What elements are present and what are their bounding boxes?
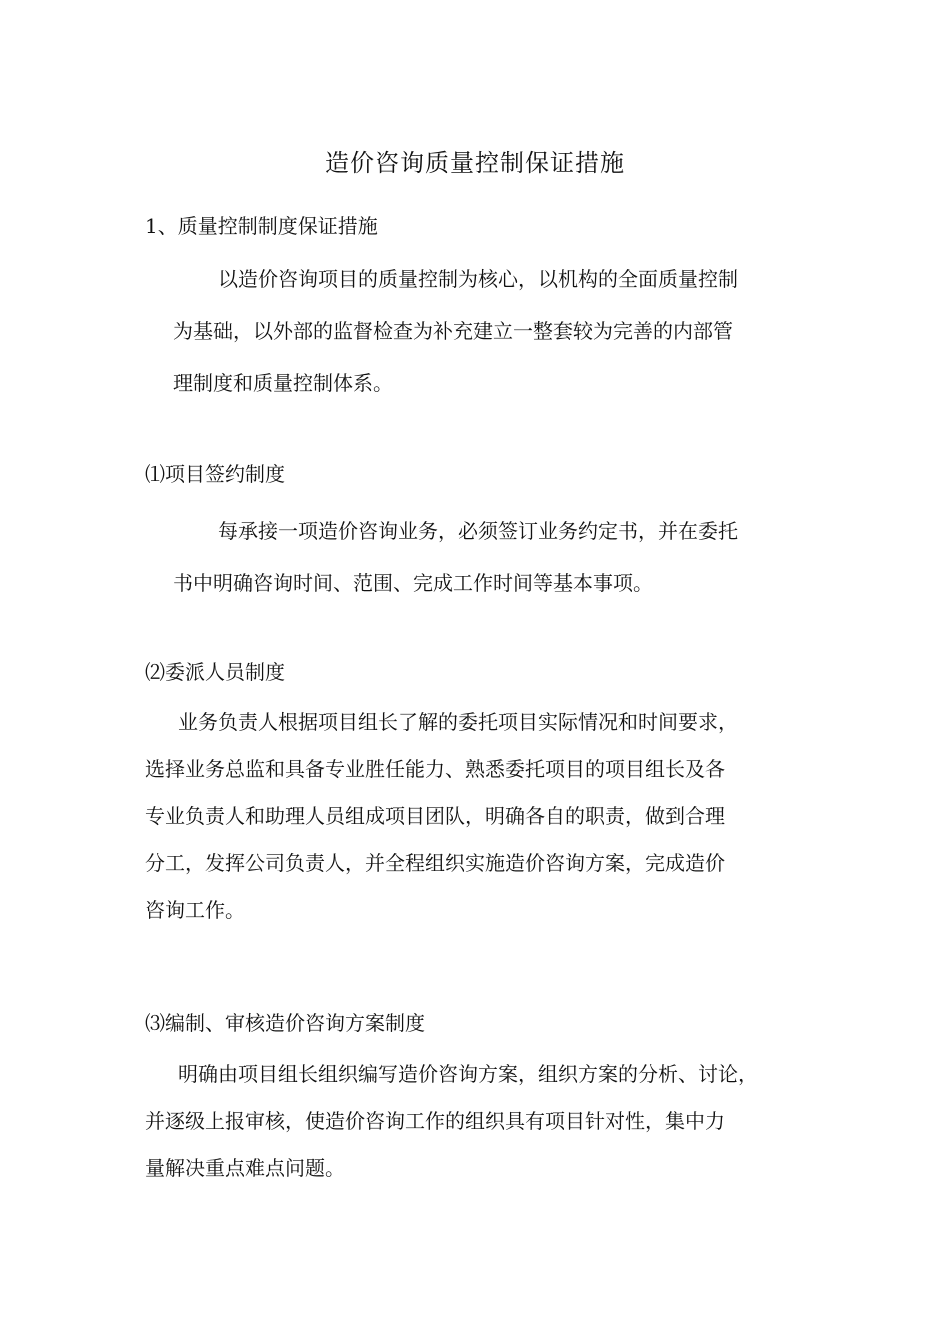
paragraph-staff-assignment (145, 699, 738, 934)
paragraph-line: 分工，发挥公司负责人，并全程组织实施造价咨询方案，完成造价 (145, 851, 725, 875)
paragraph-quality-control (173, 253, 738, 409)
paragraph-line: 量解决重点难点问题。 (145, 1156, 345, 1180)
paragraph-line: 理制度和质量控制体系。 (173, 371, 393, 395)
section-heading-plan-review: ⑶编制、审核造价咨询方案制度 (145, 1011, 425, 1035)
paragraph-line: 选择业务总监和具备专业胜任能力、熟悉委托项目的项目组长及各 (145, 757, 725, 781)
paragraph-line: 并逐级上报审核，使造价咨询工作的组织具有项目针对性，集中力 (145, 1109, 725, 1133)
paragraph-line: 每承接一项造价咨询业务，必须签订业务约定书，并在委托 (218, 519, 738, 543)
section-heading-quality-control: 1、质量控制制度保证措施 (145, 214, 378, 238)
section-heading-staff-assignment: ⑵委派人员制度 (145, 660, 285, 684)
paragraph-plan-review (145, 1051, 758, 1192)
paragraph-line: 书中明确咨询时间、范围、完成工作时间等基本事项。 (173, 571, 653, 595)
paragraph-line: 业务负责人根据项目组长了解的委托项目实际情况和时间要求， (178, 710, 738, 734)
document-title: 造价咨询质量控制保证措施 (325, 149, 625, 177)
paragraph-line: 咨询工作。 (145, 898, 245, 922)
paragraph-line: 明确由项目组长组织编写造价咨询方案，组织方案的分析、讨论， (178, 1062, 758, 1086)
paragraph-line: 以造价咨询项目的质量控制为核心，以机构的全面质量控制 (218, 267, 738, 291)
section-heading-contract-signing: ⑴项目签约制度 (145, 462, 285, 486)
paragraph-line: 为基础，以外部的监督检查为补充建立一整套较为完善的内部管 (173, 319, 733, 343)
paragraph-line: 专业负责人和助理人员组成项目团队，明确各自的职责，做到合理 (145, 804, 725, 828)
paragraph-contract-signing (173, 505, 738, 609)
